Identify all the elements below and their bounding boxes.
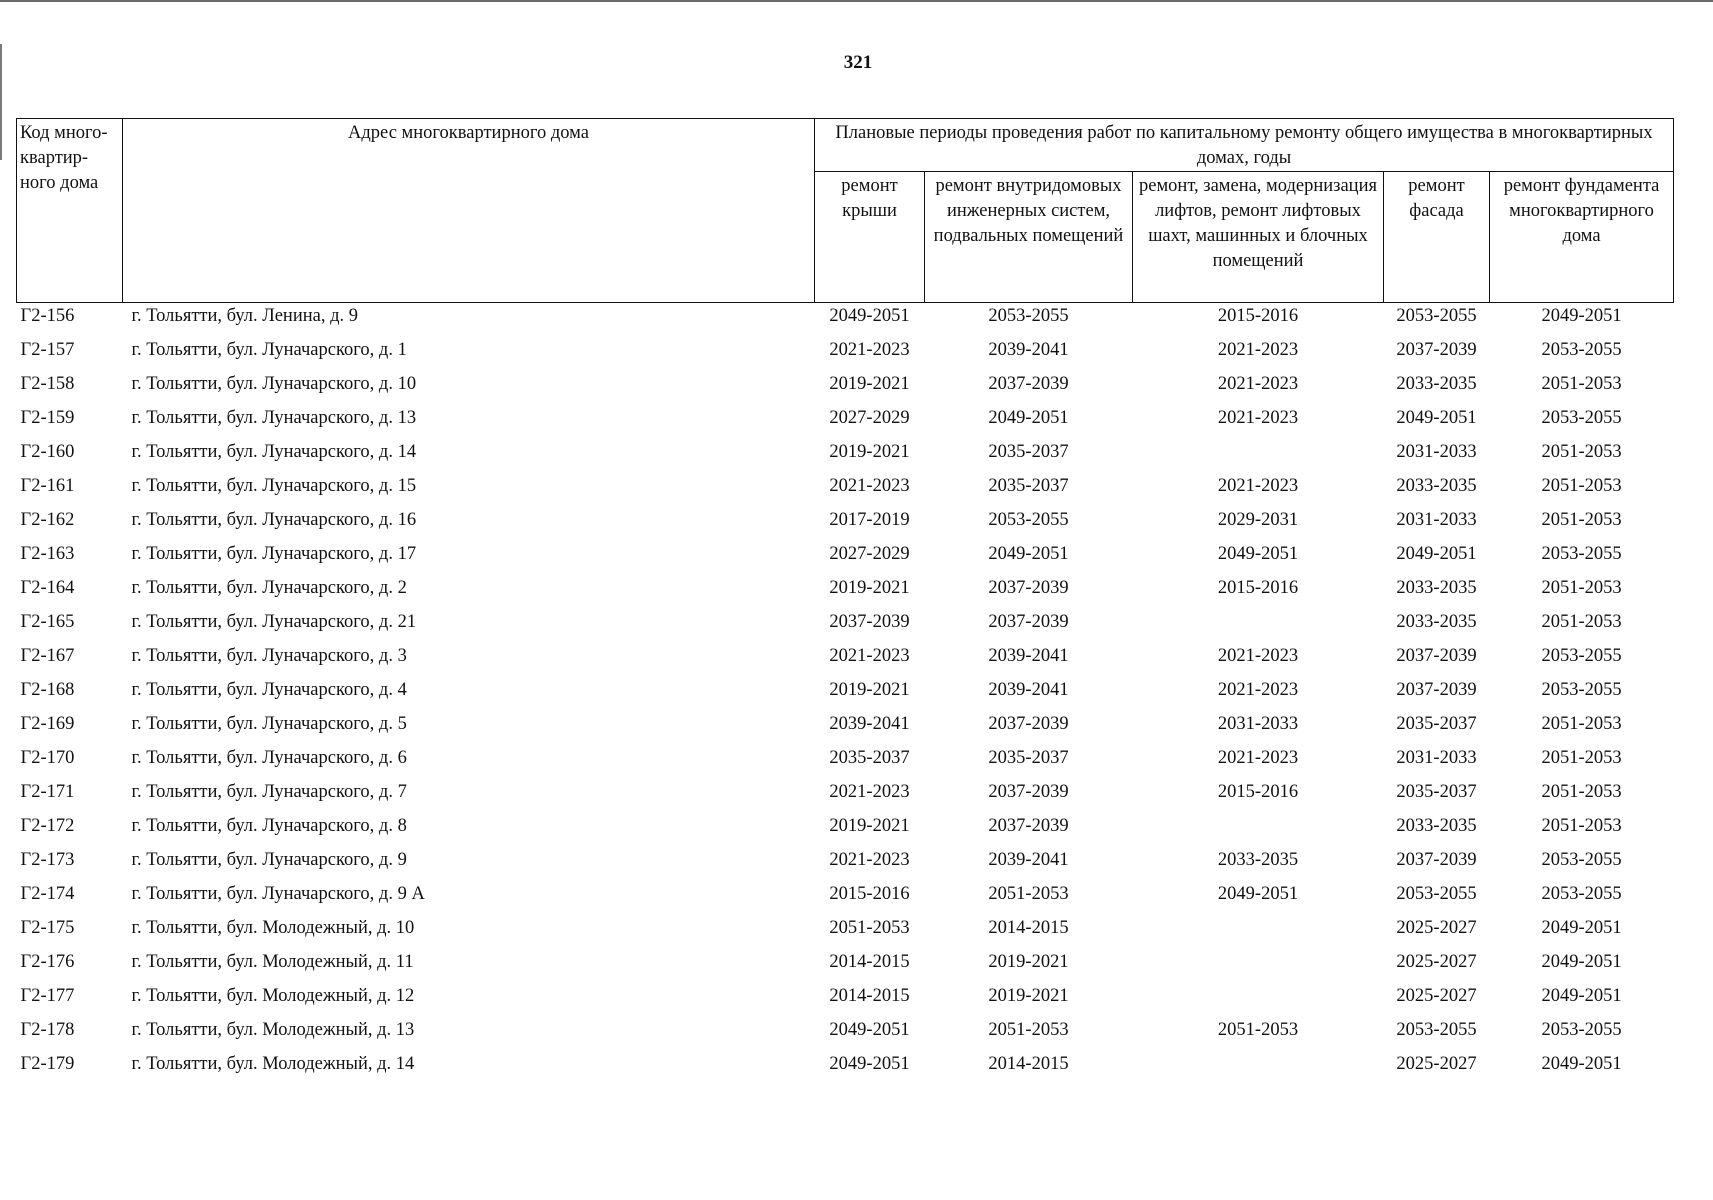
header-engineering bbox=[925, 172, 1133, 303]
cell-code: Г2-177 bbox=[20, 986, 75, 1006]
cell-foundation: 2053-2055 bbox=[1541, 680, 1622, 700]
cell-elevators: 2049-2051 bbox=[1217, 544, 1299, 564]
cell-elevators: 2015-2016 bbox=[1217, 782, 1299, 802]
header-address-label: Адрес многоквартирного дома bbox=[348, 123, 589, 143]
cell-facade: 2049-2051 bbox=[1396, 544, 1477, 564]
cell-facade: 2037-2039 bbox=[1396, 680, 1477, 700]
cell-facade: 2053-2055 bbox=[1396, 306, 1477, 326]
cell-foundation: 2053-2055 bbox=[1541, 884, 1622, 904]
cell-facade: 2033-2035 bbox=[1396, 612, 1477, 632]
table-row bbox=[17, 915, 1674, 949]
header-code-label: Код много- квартир- ного дома bbox=[20, 123, 108, 193]
table-body bbox=[17, 303, 1674, 1086]
cell-roof: 2019-2021 bbox=[829, 374, 910, 394]
table-row bbox=[17, 609, 1674, 643]
left-border-line bbox=[0, 44, 2, 160]
cell-engineering: 2014-2015 bbox=[988, 918, 1069, 938]
cell-roof: 2019-2021 bbox=[829, 816, 910, 836]
cell-foundation: 2051-2053 bbox=[1541, 578, 1622, 598]
cell-facade: 2037-2039 bbox=[1396, 340, 1477, 360]
cell-code: Г2-179 bbox=[20, 1054, 75, 1074]
cell-facade: 2025-2027 bbox=[1396, 952, 1477, 972]
cell-address: г. Тольятти, бул. Луначарского, д. 6 bbox=[131, 748, 407, 768]
cell-address: г. Тольятти, бул. Луначарского, д. 3 bbox=[131, 646, 407, 666]
cell-roof: 2049-2051 bbox=[829, 306, 910, 326]
cell-engineering: 2039-2041 bbox=[988, 646, 1069, 666]
cell-foundation: 2051-2053 bbox=[1541, 442, 1622, 462]
table-row bbox=[17, 881, 1674, 915]
table-row bbox=[17, 643, 1674, 677]
cell-code: Г2-157 bbox=[20, 340, 75, 360]
cell-address: г. Тольятти, бул. Луначарского, д. 9 bbox=[131, 850, 407, 870]
cell-roof: 2014-2015 bbox=[829, 986, 910, 1006]
cell-roof: 2017-2019 bbox=[829, 510, 910, 530]
cell-roof: 2039-2041 bbox=[829, 714, 910, 734]
table-row bbox=[17, 949, 1674, 983]
cell-facade: 2025-2027 bbox=[1396, 986, 1477, 1006]
cell-roof: 2021-2023 bbox=[829, 782, 910, 802]
cell-facade: 2025-2027 bbox=[1396, 1054, 1477, 1074]
cell-engineering: 2037-2039 bbox=[988, 816, 1069, 836]
cell-engineering: 2035-2037 bbox=[988, 476, 1069, 496]
cell-elevators: 2031-2033 bbox=[1217, 714, 1299, 734]
cell-engineering: 2037-2039 bbox=[988, 714, 1069, 734]
cell-elevators: 2051-2053 bbox=[1217, 1020, 1299, 1040]
table-row bbox=[17, 745, 1674, 779]
cell-code: Г2-170 bbox=[20, 748, 75, 768]
header-facade-label: ремонт фасада bbox=[1408, 176, 1465, 221]
cell-engineering: 2035-2037 bbox=[988, 748, 1069, 768]
cell-foundation: 2049-2051 bbox=[1541, 986, 1622, 1006]
cell-engineering: 2035-2037 bbox=[988, 442, 1069, 462]
cell-address: г. Тольятти, бул. Ленина, д. 9 bbox=[131, 306, 358, 326]
cell-foundation: 2051-2053 bbox=[1541, 782, 1622, 802]
table-row bbox=[17, 711, 1674, 745]
cell-engineering: 2037-2039 bbox=[988, 374, 1069, 394]
table-row bbox=[17, 813, 1674, 847]
cell-engineering: 2039-2041 bbox=[988, 680, 1069, 700]
cell-code: Г2-176 bbox=[20, 952, 75, 972]
cell-elevators: 2021-2023 bbox=[1217, 408, 1299, 428]
cell-code: Г2-168 bbox=[20, 680, 75, 700]
cell-elevators: 2021-2023 bbox=[1217, 680, 1299, 700]
cell-address: г. Тольятти, бул. Луначарского, д. 8 bbox=[131, 816, 407, 836]
cell-roof: 2019-2021 bbox=[829, 578, 910, 598]
cell-code: Г2-169 bbox=[20, 714, 75, 734]
header-engineering-label: ремонт внутридомовых инженерных систем, подвальных помещений bbox=[933, 176, 1124, 246]
cell-foundation: 2051-2053 bbox=[1541, 612, 1622, 632]
header-elevators-label: ремонт, замена, модернизация лифтов, ремонт лифтовых шахт, машинных и блочных помещений bbox=[1139, 176, 1377, 271]
header-foundation bbox=[1490, 172, 1674, 303]
header-periods-group-label: Плановые периоды проведения работ по капитальному ремонту общего имущества в многоквартирных домах, годы bbox=[835, 123, 1653, 168]
cell-elevators bbox=[1133, 949, 1384, 983]
cell-code: Г2-161 bbox=[20, 476, 75, 496]
cell-code: Г2-159 bbox=[20, 408, 75, 428]
cell-elevators: 2021-2023 bbox=[1217, 340, 1299, 360]
cell-elevators: 2029-2031 bbox=[1217, 510, 1299, 530]
table-row bbox=[17, 439, 1674, 473]
cell-roof: 2019-2021 bbox=[829, 442, 910, 462]
cell-address: г. Тольятти, бул. Луначарского, д. 14 bbox=[131, 442, 417, 462]
cell-roof: 2021-2023 bbox=[829, 340, 910, 360]
header-foundation-label: ремонт фундамента многоквартирного дома bbox=[1503, 176, 1660, 246]
cell-elevators: 2021-2023 bbox=[1217, 374, 1299, 394]
cell-engineering: 2053-2055 bbox=[988, 510, 1069, 530]
cell-foundation: 2051-2053 bbox=[1541, 374, 1622, 394]
cell-foundation: 2051-2053 bbox=[1541, 748, 1622, 768]
cell-engineering: 2049-2051 bbox=[988, 408, 1069, 428]
cell-engineering: 2051-2053 bbox=[988, 884, 1069, 904]
cell-foundation: 2053-2055 bbox=[1541, 340, 1622, 360]
table-row bbox=[17, 507, 1674, 541]
cell-engineering: 2037-2039 bbox=[988, 612, 1069, 632]
cell-elevators: 2021-2023 bbox=[1217, 748, 1299, 768]
page-number: 321 bbox=[843, 52, 873, 73]
cell-facade: 2053-2055 bbox=[1396, 1020, 1477, 1040]
cell-code: Г2-164 bbox=[20, 578, 75, 598]
cell-foundation: 2051-2053 bbox=[1541, 510, 1622, 530]
cell-code: Г2-174 bbox=[20, 884, 75, 904]
cell-engineering: 2039-2041 bbox=[988, 340, 1069, 360]
cell-address: г. Тольятти, бул. Луначарского, д. 1 bbox=[131, 340, 407, 360]
cell-foundation: 2053-2055 bbox=[1541, 646, 1622, 666]
header-roof-label: ремонт крыши bbox=[841, 176, 898, 221]
cell-foundation: 2053-2055 bbox=[1541, 544, 1622, 564]
cell-code: Г2-173 bbox=[20, 850, 75, 870]
cell-engineering: 2037-2039 bbox=[988, 782, 1069, 802]
cell-code: Г2-163 bbox=[20, 544, 75, 564]
header-facade bbox=[1384, 172, 1490, 303]
cell-code: Г2-172 bbox=[20, 816, 75, 836]
header-address bbox=[123, 119, 815, 303]
cell-code: Г2-162 bbox=[20, 510, 75, 530]
cell-code: Г2-171 bbox=[20, 782, 75, 802]
cell-engineering: 2051-2053 bbox=[988, 1020, 1069, 1040]
cell-code: Г2-160 bbox=[20, 442, 75, 462]
cell-facade: 2049-2051 bbox=[1396, 408, 1477, 428]
cell-engineering: 2037-2039 bbox=[988, 578, 1069, 598]
cell-roof: 2014-2015 bbox=[829, 952, 910, 972]
cell-code: Г2-158 bbox=[20, 374, 75, 394]
header-code bbox=[17, 119, 123, 303]
table-row bbox=[17, 541, 1674, 575]
cell-roof: 2049-2051 bbox=[829, 1054, 910, 1074]
cell-elevators: 2049-2051 bbox=[1217, 884, 1299, 904]
cell-address: г. Тольятти, бул. Молодежный, д. 10 bbox=[131, 918, 415, 938]
cell-roof: 2035-2037 bbox=[829, 748, 910, 768]
cell-engineering: 2019-2021 bbox=[988, 952, 1069, 972]
cell-roof: 2027-2029 bbox=[829, 408, 910, 428]
top-border-line bbox=[0, 0, 1713, 2]
cell-elevators: 2021-2023 bbox=[1217, 646, 1299, 666]
cell-facade: 2037-2039 bbox=[1396, 646, 1477, 666]
table-row bbox=[17, 575, 1674, 609]
cell-elevators: 2015-2016 bbox=[1217, 578, 1299, 598]
cell-engineering: 2039-2041 bbox=[988, 850, 1069, 870]
cell-address: г. Тольятти, бул. Луначарского, д. 17 bbox=[131, 544, 417, 564]
cell-facade: 2033-2035 bbox=[1396, 374, 1477, 394]
cell-elevators bbox=[1133, 813, 1384, 847]
cell-foundation: 2051-2053 bbox=[1541, 476, 1622, 496]
cell-engineering: 2053-2055 bbox=[988, 306, 1069, 326]
cell-address: г. Тольятти, бул. Луначарского, д. 5 bbox=[131, 714, 407, 734]
cell-address: г. Тольятти, бул. Молодежный, д. 13 bbox=[131, 1020, 415, 1040]
cell-roof: 2049-2051 bbox=[829, 1020, 910, 1040]
table-row bbox=[17, 337, 1674, 371]
cell-code: Г2-165 bbox=[20, 612, 75, 632]
cell-foundation: 2049-2051 bbox=[1541, 1054, 1622, 1074]
cell-facade: 2053-2055 bbox=[1396, 884, 1477, 904]
cell-engineering: 2019-2021 bbox=[988, 986, 1069, 1006]
cell-elevators: 2021-2023 bbox=[1217, 476, 1299, 496]
cell-roof: 2021-2023 bbox=[829, 476, 910, 496]
table-row bbox=[17, 677, 1674, 711]
cell-facade: 2031-2033 bbox=[1396, 510, 1477, 530]
table-row bbox=[17, 983, 1674, 1017]
cell-elevators bbox=[1133, 1051, 1384, 1085]
table-row bbox=[17, 371, 1674, 405]
cell-address: г. Тольятти, бул. Луначарского, д. 10 bbox=[131, 374, 417, 394]
cell-address: г. Тольятти, бул. Молодежный, д. 14 bbox=[131, 1054, 415, 1074]
cell-code: Г2-167 bbox=[20, 646, 75, 666]
cell-foundation: 2049-2051 bbox=[1541, 952, 1622, 972]
cell-engineering: 2049-2051 bbox=[988, 544, 1069, 564]
cell-address: г. Тольятти, бул. Луначарского, д. 16 bbox=[131, 510, 417, 530]
cell-elevators bbox=[1133, 439, 1384, 473]
table-row bbox=[17, 405, 1674, 439]
cell-foundation: 2049-2051 bbox=[1541, 306, 1622, 326]
cell-elevators: 2015-2016 bbox=[1217, 306, 1299, 326]
cell-foundation: 2051-2053 bbox=[1541, 816, 1622, 836]
cell-elevators bbox=[1133, 983, 1384, 1017]
cell-code: Г2-175 bbox=[20, 918, 75, 938]
cell-facade: 2025-2027 bbox=[1396, 918, 1477, 938]
cell-address: г. Тольятти, бул. Луначарского, д. 7 bbox=[131, 782, 407, 802]
cell-address: г. Тольятти, бул. Луначарского, д. 4 bbox=[131, 680, 407, 700]
cell-roof: 2051-2053 bbox=[829, 918, 910, 938]
cell-code: Г2-178 bbox=[20, 1020, 75, 1040]
header-row-1 bbox=[17, 119, 1674, 172]
cell-roof: 2027-2029 bbox=[829, 544, 910, 564]
cell-facade: 2031-2033 bbox=[1396, 442, 1477, 462]
cell-code: Г2-156 bbox=[20, 306, 75, 326]
cell-facade: 2035-2037 bbox=[1396, 782, 1477, 802]
header-roof bbox=[815, 172, 925, 303]
cell-address: г. Тольятти, бул. Луначарского, д. 15 bbox=[131, 476, 417, 496]
table-row bbox=[17, 847, 1674, 881]
cell-roof: 2015-2016 bbox=[829, 884, 910, 904]
header-elevators bbox=[1133, 172, 1384, 303]
cell-facade: 2031-2033 bbox=[1396, 748, 1477, 768]
table-row bbox=[17, 779, 1674, 813]
table-header bbox=[17, 119, 1674, 303]
cell-elevators: 2033-2035 bbox=[1217, 850, 1299, 870]
cell-foundation: 2049-2051 bbox=[1541, 918, 1622, 938]
cell-facade: 2037-2039 bbox=[1396, 850, 1477, 870]
cell-address: г. Тольятти, бул. Молодежный, д. 11 bbox=[131, 952, 414, 972]
cell-facade: 2033-2035 bbox=[1396, 476, 1477, 496]
capital-repair-plan-table bbox=[16, 118, 1674, 1085]
cell-foundation: 2051-2053 bbox=[1541, 714, 1622, 734]
header-periods-group bbox=[815, 119, 1674, 172]
cell-elevators bbox=[1133, 609, 1384, 643]
table-row bbox=[17, 1051, 1674, 1085]
cell-foundation: 2053-2055 bbox=[1541, 850, 1622, 870]
cell-address: г. Тольятти, бул. Луначарского, д. 2 bbox=[131, 578, 407, 598]
cell-address: г. Тольятти, бул. Луначарского, д. 13 bbox=[131, 408, 417, 428]
cell-address: г. Тольятти, бул. Луначарского, д. 21 bbox=[131, 612, 417, 632]
cell-address: г. Тольятти, бул. Молодежный, д. 12 bbox=[131, 986, 415, 1006]
cell-facade: 2033-2035 bbox=[1396, 816, 1477, 836]
cell-facade: 2033-2035 bbox=[1396, 578, 1477, 598]
cell-roof: 2021-2023 bbox=[829, 850, 910, 870]
table-row bbox=[17, 473, 1674, 507]
cell-foundation: 2053-2055 bbox=[1541, 408, 1622, 428]
cell-engineering: 2014-2015 bbox=[988, 1054, 1069, 1074]
table-row bbox=[17, 1017, 1674, 1051]
cell-address: г. Тольятти, бул. Луначарского, д. 9 А bbox=[131, 884, 425, 904]
cell-roof: 2019-2021 bbox=[829, 680, 910, 700]
cell-elevators bbox=[1133, 915, 1384, 949]
cell-roof: 2021-2023 bbox=[829, 646, 910, 666]
cell-roof: 2037-2039 bbox=[829, 612, 910, 632]
table-row bbox=[17, 303, 1674, 338]
cell-foundation: 2053-2055 bbox=[1541, 1020, 1622, 1040]
cell-facade: 2035-2037 bbox=[1396, 714, 1477, 734]
